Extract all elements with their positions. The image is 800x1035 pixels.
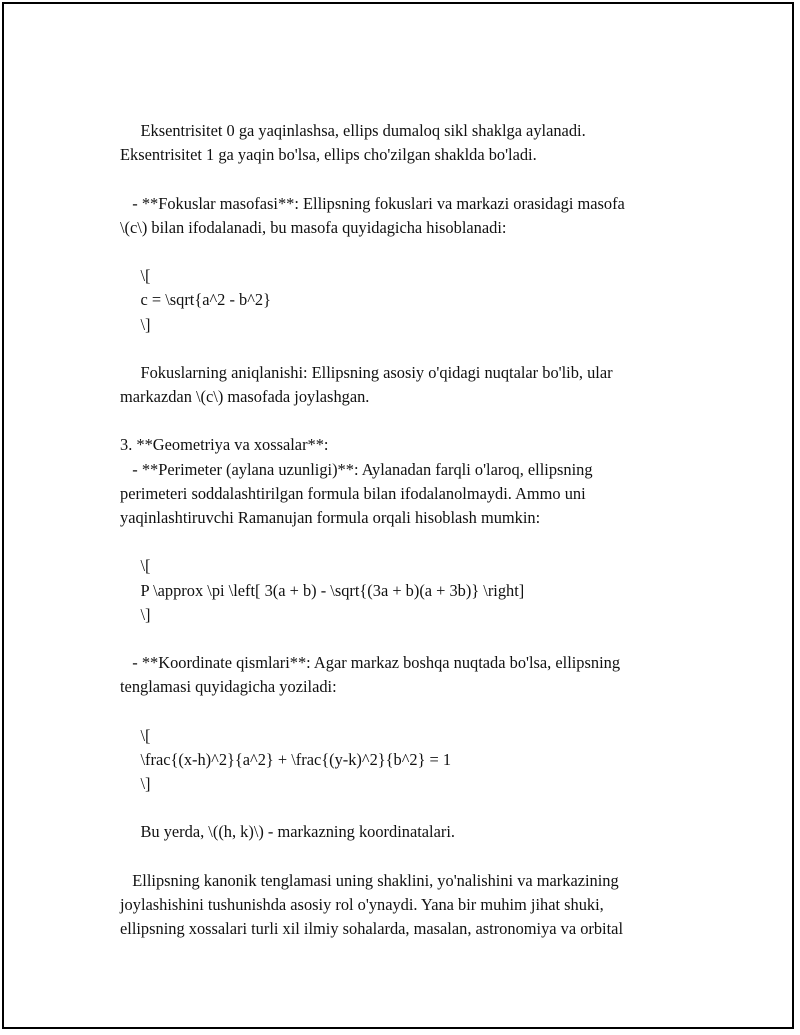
document-body — [120, 119, 695, 941]
text-line: ellipsning xossalari turli xil ilmiy sohalarda, masalan, astronomiya va orbital — [120, 919, 623, 939]
text-line: Ellipsning kanonik tenglamasi uning shaklini, yo'nalishini va markazining — [120, 870, 619, 890]
paragraph-spacer — [120, 700, 695, 724]
paragraph-foci-location — [120, 361, 695, 409]
text-line: Eksentrisitet 0 ga yaqinlashsa, ellips dumaloq sikl shaklga aylanadi. — [120, 121, 586, 140]
formula-line: P \approx \pi \left[ 3(a + b) - \sqrt{(3a + b)(a + 3b)} \right] — [120, 580, 525, 600]
paragraph-spacer — [120, 240, 695, 264]
formula-line: \[ — [120, 556, 151, 576]
section-heading: 3. **Geometriya va xossalar**: — [120, 435, 329, 455]
paragraph-spacer — [120, 167, 695, 191]
section-geometry-properties — [120, 433, 695, 530]
text-line: markazdan \(c\) masofada joylashgan. — [120, 387, 370, 407]
text-line: Bu yerda, \((h, k)\) - markazning koordinatalari. — [120, 822, 455, 842]
paragraph-focal-distance — [120, 192, 695, 240]
paragraph-eccentricity — [120, 119, 695, 167]
paragraph-center-coordinates — [120, 820, 695, 844]
paragraph-spacer — [120, 337, 695, 361]
paragraph-spacer — [120, 845, 695, 869]
formula-line: \[ — [120, 266, 151, 286]
document-page — [2, 2, 794, 1029]
formula-ramanujan-perimeter — [120, 554, 695, 627]
text-line: Fokuslarning aniqlanishi: Ellipsning asosiy o'qidagi nuqtalar bo'lib, ular — [120, 362, 613, 382]
formula-line: \] — [120, 774, 151, 794]
paragraph-spacer — [120, 409, 695, 433]
formula-line: c = \sqrt{a^2 - b^2} — [120, 290, 271, 310]
formula-line: \] — [120, 604, 151, 624]
paragraph-spacer — [120, 530, 695, 554]
formula-line: \] — [120, 314, 151, 334]
text-line: perimeteri soddalashtirilgan formula bilan ifodalanolmaydi. Ammo uni — [120, 483, 586, 503]
text-line: Eksentrisitet 1 ga yaqin bo'lsa, ellips cho'zilgan shaklda bo'ladi. — [120, 145, 537, 165]
formula-line: \[ — [120, 725, 151, 745]
paragraph-coordinate-parts — [120, 651, 695, 699]
paragraph-spacer — [120, 796, 695, 820]
formula-focal-distance — [120, 264, 695, 337]
formula-shifted-ellipse — [120, 724, 695, 797]
text-line: - **Koordinate qismlari**: Agar markaz boshqa nuqtada bo'lsa, ellipsning — [120, 653, 621, 673]
text-line: tenglamasi quyidagicha yoziladi: — [120, 677, 337, 697]
paragraph-spacer — [120, 627, 695, 651]
text-line: joylashishini tushunishda asosiy rol o'ynaydi. Yana bir muhim jihat shuki, — [120, 895, 604, 914]
text-line: - **Fokuslar masofasi**: Ellipsning fokuslari va markazi orasidagi masofa — [120, 193, 625, 213]
text-line: \(c\) bilan ifodalanadi, bu masofa quyidagicha hisoblanadi: — [120, 217, 507, 237]
formula-line: \frac{(x-h)^2}{a^2} + \frac{(y-k)^2}{b^2} = 1 — [120, 749, 452, 769]
text-line: yaqinlashtiruvchi Ramanujan formula orqali hisoblash mumkin: — [120, 508, 541, 527]
paragraph-canonical-equation — [120, 869, 695, 942]
text-line: - **Perimeter (aylana uzunligi)**: Aylanadan farqli o'laroq, ellipsning — [120, 459, 593, 479]
